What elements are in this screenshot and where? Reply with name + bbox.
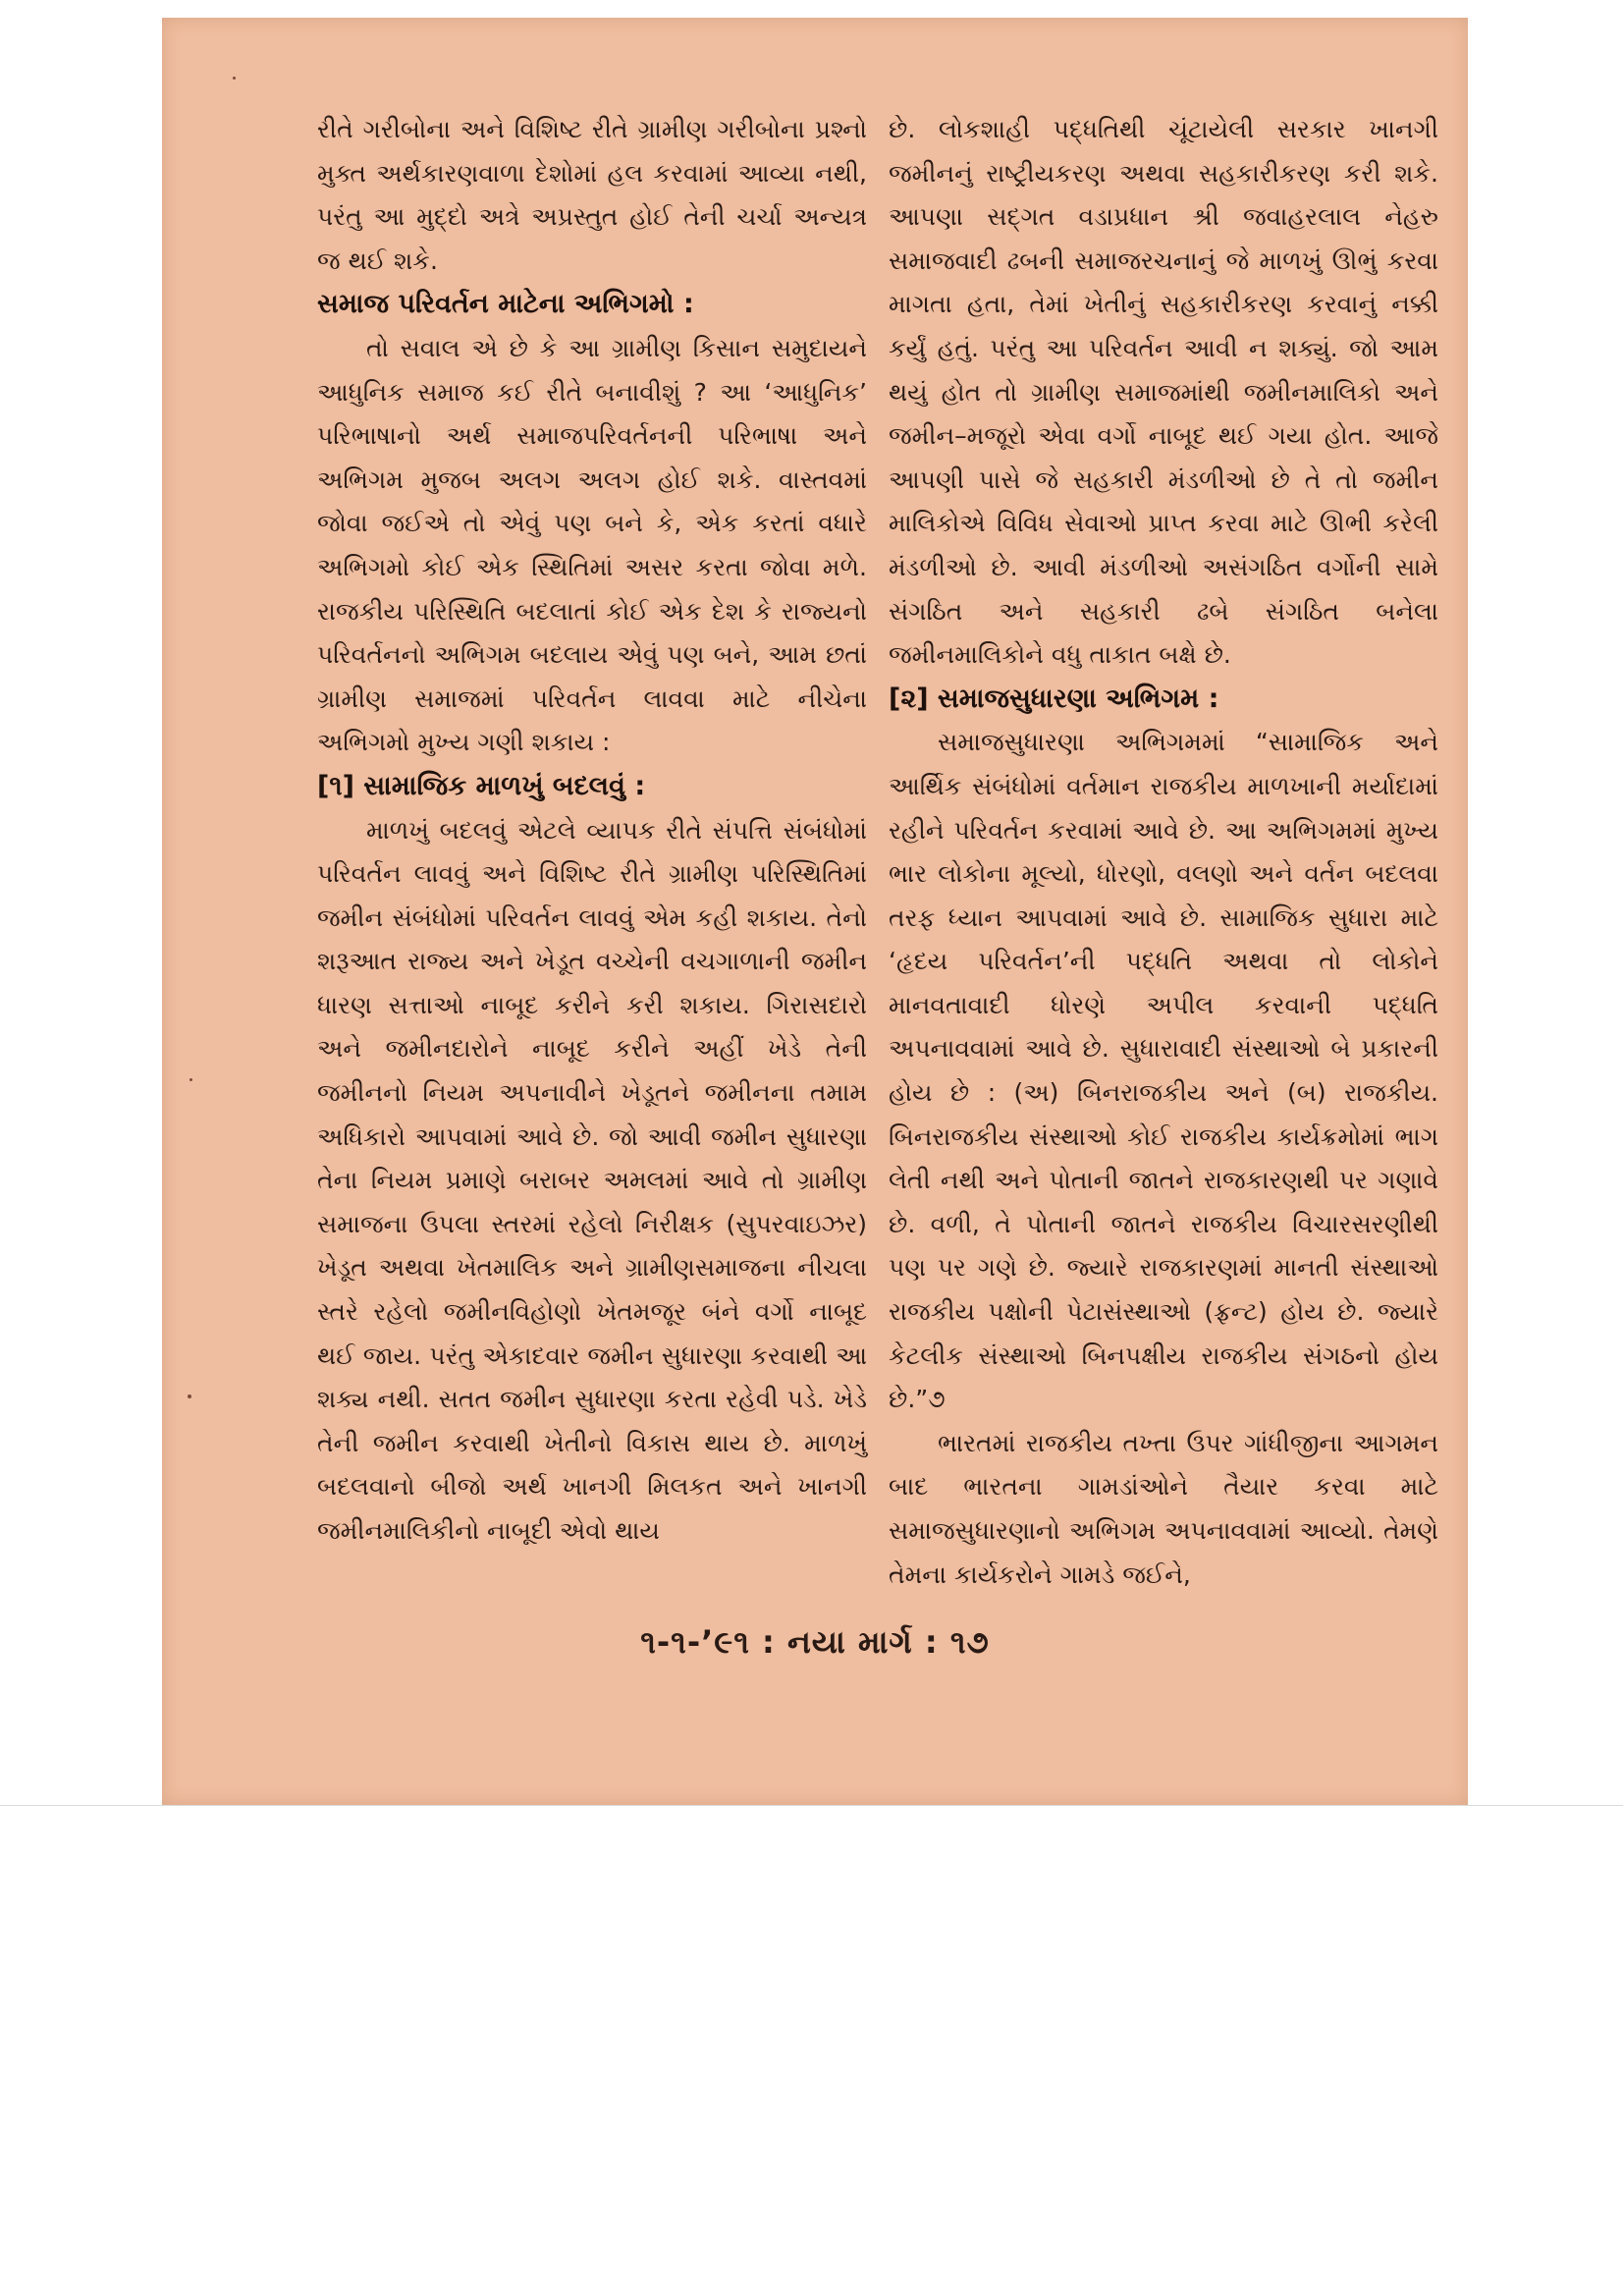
heading-structure-change: [૧] સામાજિક માળખું બદલવું :: [317, 770, 646, 801]
page-edge-line: [0, 1805, 1623, 1806]
scan-speck: [233, 77, 236, 80]
left-column: [317, 108, 867, 1554]
left-paragraph-1: રીતે ગરીબોના અને વિશિષ્ટ રીતે ગ્રામીણ ગરીબોના પ્રશ્નો મુક્ત અર્થકારણવાળા દેશોમાં હલ કરવામાં આવ્યા નથી, પરંતુ આ મુદ્દો અત્રે અપ્રસ્તુત હોઈ તેની ચર્ચા અન્યત્ર જ થઈ શકે.: [317, 115, 867, 275]
left-paragraph-3: માળખું બદલવું એટલે વ્યાપક રીતે સંપત્તિ સંબંધોમાં પરિવર્તન લાવવું અને વિશિષ્ટ રીતે ગ્રામીણ પરિસ્થિતિમાં જમીન સંબંધોમાં પરિવર્તન લાવવું એમ કહી શકાય. તેનો શરૂઆત રાજ્ય અને ખેડૂત વચ્ચેની વચગાળાની જમીન ધારણ સત્તાઓ નાબૂદ કરીને કરી શકાય. ગિરાસદારો અને જમીનદારોને નાબૂદ કરીને અહીં ખેડે તેની જમીનનો નિયમ અપનાવીને ખેડૂતને જમીનના તમામ અધિકારો આપવામાં આવે છે. જો આવી જમીન સુધારણા તેના નિયમ પ્રમાણે બરાબર અમલમાં આવે તો ગ્રામીણ સમાજના ઉપલા સ્તરમાં રહેલો નિરીક્ષક (સુપરવાઇઝર) ખેડૂત અથવા ખેતમાલિક અને ગ્રામીણસમાજના નીચલા સ્તરે રહેલો જમીનવિહોણો ખેતમજૂર બંને વર્ગો નાબૂદ થઈ જાય. પરંતુ એકાદવાર જમીન સુધારણા કરવાથી આ શક્ય નથી. સતત જમીન સુધારણા કરતા રહેવી પડે. ખેડે તેની જમીન કરવાથી ખેતીનો વિકાસ થાય છે. માળખું બદલવાનો બીજો અર્થ ખાનગી મિલકત અને ખાનગી જમીનમાલિકીનો નાબૂદી એવો થાય: [317, 815, 867, 1545]
right-paragraph-3: ભારતમાં રાજકીય તખ્તા ઉપર ગાંધીજીના આગમન બાદ ભારતના ગામડાંઓને તૈયાર કરવા માટે સમાજસુધારણાનો અભિગમ અપનાવવામાં આવ્યો. તેમણે તેમના કાર્યકરોને ગામડે જઈને,: [889, 1428, 1438, 1589]
scanned-page: [162, 18, 1468, 1805]
right-paragraph-2: સમાજસુધારણા અભિગમમાં “સામાજિક અને આર્થિક સંબંધોમાં વર્તમાન રાજકીય માળખાની મર્યાદામાં રહીને પરિવર્તન કરવામાં આવે છે. આ અભિગમમાં મુખ્ય ભાર લોકોના મૂલ્યો, ધોરણો, વલણો અને વર્તન બદલવા તરફ ધ્યાન આપવામાં આવે છે. સામાજિક સુધારા માટે ‘હૃદય પરિવર્તન’ની પદ્ધતિ અથવા તો લોકોને માનવતાવાદી ધોરણે અપીલ કરવાની પદ્ધતિ અપનાવવામાં આવે છે. સુધારાવાદી સંસ્થાઓ બે પ્રકારની હોય છે : (અ) બિનરાજકીય અને (બ) રાજકીય. બિનરાજકીય સંસ્થાઓ કોઈ રાજકીય કાર્યક્રમોમાં ભાગ લેતી નથી અને પોતાની જાતને રાજકારણથી પર ગણાવે છે. વળી, તે પોતાની જાતને રાજકીય વિચારસરણીથી પણ પર ગણે છે. જ્યારે રાજકારણમાં માનતી સંસ્થાઓ રાજકીય પક્ષોની પેટાસંસ્થાઓ (ફ્રન્ટ) હોય છે. જ્યારે કેટલીક સંસ્થાઓ બિનપક્ષીય રાજકીય સંગઠનો હોય છે.”૭: [889, 728, 1438, 1414]
heading-social-reform: [૨] સમાજસુધારણા અભિગમ :: [889, 683, 1219, 714]
page-footer: ૧-૧-’૯૧ : નયા માર્ગ : ૧૭: [640, 1623, 990, 1661]
heading-approaches: સમાજ પરિવર્તન માટેના અભિગમો :: [317, 289, 694, 320]
left-paragraph-2: તો સવાલ એ છે કે આ ગ્રામીણ કિસાન સમુદાયને આધુનિક સમાજ કઈ રીતે બનાવીશું ? આ ‘આધુનિક’ પરિભાષાનો અર્થ સમાજપરિવર્તનની પરિભાષા અને અભિગમ મુજબ અલગ અલગ હોઈ શકે. વાસ્તવમાં જોવા જઈએ તો એવું પણ બને કે, એક કરતાં વધારે અભિગમો કોઈ એક સ્થિતિમાં અસર કરતા જોવા મળે. રાજકીય પરિસ્થિતિ બદલાતાં કોઈ એક દેશ કે રાજ્યનો પરિવર્તનનો અભિગમ બદલાય એવું પણ બને, આમ છતાં ગ્રામીણ સમાજમાં પરિવર્તન લાવવા માટે નીચેના અભિગમો મુખ્ય ગણી શકાય :: [317, 333, 867, 757]
scan-speck: [189, 1078, 192, 1081]
right-column: [889, 108, 1438, 1597]
right-paragraph-1: છે. લોકશાહી પદ્ધતિથી ચૂંટાયેલી સરકાર ખાનગી જમીનનું રાષ્ટ્રીયકરણ અથવા સહકારીકરણ કરી શકે. આપણા સદ્ગત વડાપ્રધાન શ્રી જવાહરલાલ નેહરુ સમાજવાદી ઢબની સમાજરચનાનું જે માળખું ઊભું કરવા માગતા હતા, તેમાં ખેતીનું સહકારીકરણ કરવાનું નક્કી કર્યું હતું. પરંતુ આ પરિવર્તન આવી ન શક્યું. જો આમ થયું હોત તો ગ્રામીણ સમાજમાંથી જમીનમાલિકો અને જમીન–મજૂરો એવા વર્ગો નાબૂદ થઈ ગયા હોત. આજે આપણી પાસે જે સહકારી મંડળીઓ છે તે તો જમીન માલિકોએ વિવિધ સેવાઓ પ્રાપ્ત કરવા માટે ઊભી કરેલી મંડળીઓ છે. આવી મંડળીઓ અસંગઠિત વર્ગોની સામે સંગઠિત અને સહકારી ઢબે સંગઠિત બનેલા જમીનમાલિકોને વધુ તાકાત બક્ષે છે.: [889, 115, 1438, 670]
scan-speck: [188, 1394, 191, 1398]
